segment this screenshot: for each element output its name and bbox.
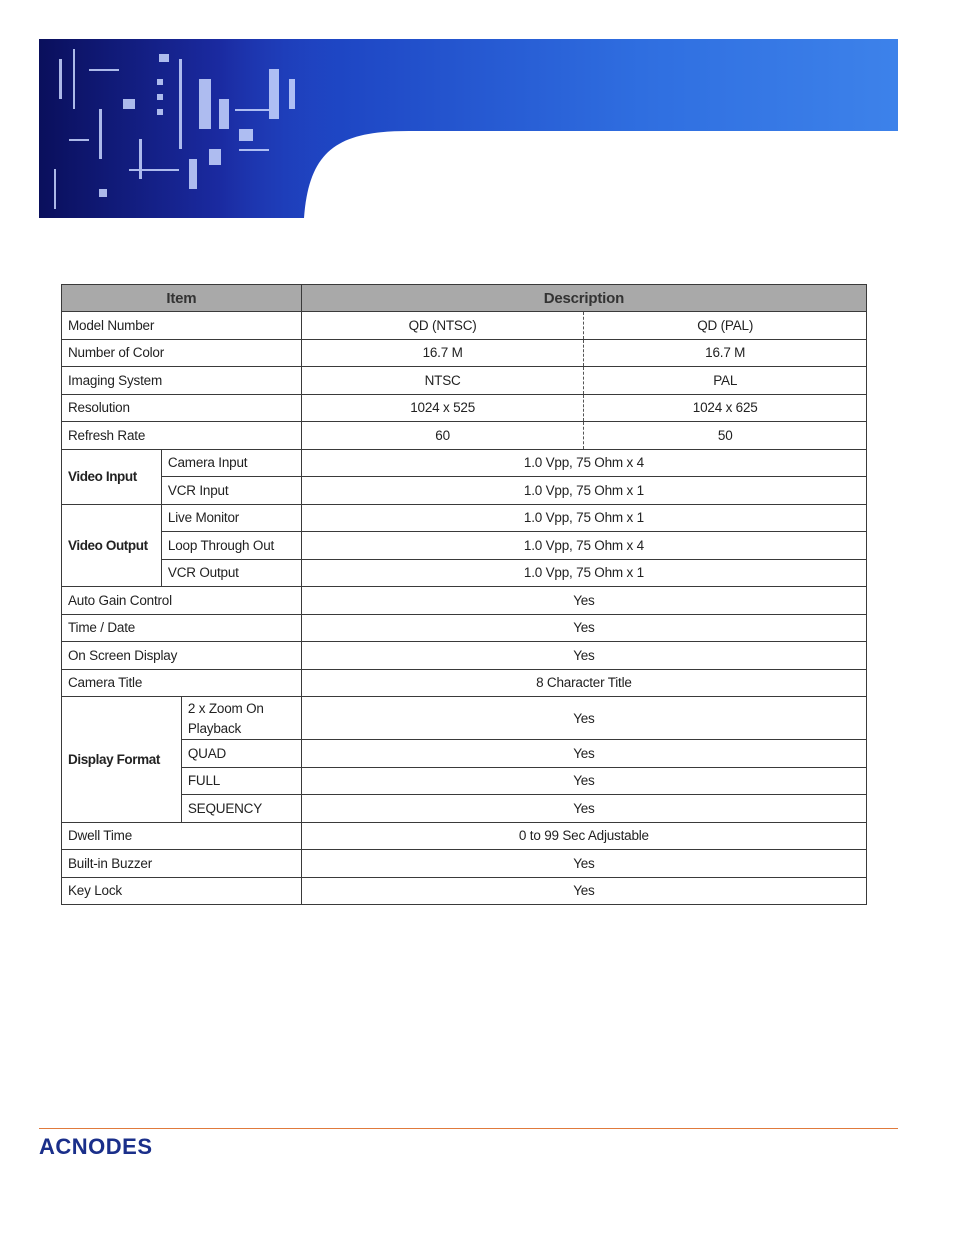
sub-label: VCR Output — [161, 559, 301, 587]
value-pal: 16.7 M — [584, 339, 867, 367]
row-value: 0 to 99 Sec Adjustable — [301, 822, 866, 850]
row-value: Yes — [301, 740, 866, 768]
row-label: Auto Gain Control — [62, 587, 302, 615]
value-ntsc: 16.7 M — [301, 339, 584, 367]
value-pal: QD (PAL) — [584, 312, 867, 340]
table-row — [62, 877, 867, 905]
row-label: Number of Color — [62, 339, 302, 367]
table-row — [62, 394, 867, 422]
row-value: 1.0 Vpp, 75 Ohm x 1 — [301, 477, 866, 505]
row-label: Camera Title — [62, 669, 302, 697]
table-row — [62, 697, 867, 740]
table-row — [62, 504, 867, 532]
sub-label: VCR Input — [161, 477, 301, 505]
header-description: Description — [301, 285, 866, 312]
table-row — [62, 559, 867, 587]
value-ntsc: NTSC — [301, 367, 584, 395]
value-ntsc: 60 — [301, 422, 584, 450]
value-pal: PAL — [584, 367, 867, 395]
sub-label: SEQUENCY — [181, 795, 301, 823]
row-value: Yes — [301, 642, 866, 670]
row-value: 1.0 Vpp, 75 Ohm x 1 — [301, 559, 866, 587]
row-value: Yes — [301, 587, 866, 615]
sub-label: QUAD — [181, 740, 301, 768]
table-row — [62, 795, 867, 823]
table-row — [62, 767, 867, 795]
value-pal: 1024 x 625 — [584, 394, 867, 422]
circuit-board-banner-icon — [39, 39, 898, 218]
table-row — [62, 532, 867, 560]
sub-label: Camera Input — [161, 449, 301, 477]
table-row — [62, 822, 867, 850]
row-value: Yes — [301, 795, 866, 823]
logo-text: ACNODES — [39, 1134, 153, 1159]
table-header-row — [62, 285, 867, 312]
acnodes-logo — [39, 1133, 199, 1159]
group-label-video-output: Video Output — [62, 504, 162, 587]
footer-divider — [39, 1128, 898, 1129]
table-row — [62, 477, 867, 505]
table-row — [62, 740, 867, 768]
table-row — [62, 587, 867, 615]
value-ntsc: 1024 x 525 — [301, 394, 584, 422]
row-label: On Screen Display — [62, 642, 302, 670]
table-row — [62, 367, 867, 395]
row-label: Refresh Rate — [62, 422, 302, 450]
table-row — [62, 449, 867, 477]
table-row — [62, 614, 867, 642]
row-label: Time / Date — [62, 614, 302, 642]
value-pal: 50 — [584, 422, 867, 450]
row-label: Model Number — [62, 312, 302, 340]
table-row — [62, 850, 867, 878]
table-row — [62, 312, 867, 340]
row-label: Imaging System — [62, 367, 302, 395]
table-row — [62, 422, 867, 450]
table-row — [62, 339, 867, 367]
header-item: Item — [62, 285, 302, 312]
sub-label: FULL — [181, 767, 301, 795]
row-value: Yes — [301, 767, 866, 795]
sub-label: Loop Through Out — [161, 532, 301, 560]
group-label-display-format: Display Format — [62, 697, 182, 823]
row-value: Yes — [301, 877, 866, 905]
specification-table — [61, 284, 867, 905]
sub-label — [181, 697, 301, 740]
group-label-video-input: Video Input — [62, 449, 162, 504]
table-row — [62, 669, 867, 697]
row-value: Yes — [301, 850, 866, 878]
row-value: 8 Character Title — [301, 669, 866, 697]
row-value: Yes — [301, 614, 866, 642]
row-label: Dwell Time — [62, 822, 302, 850]
row-label: Key Lock — [62, 877, 302, 905]
row-value: 1.0 Vpp, 75 Ohm x 4 — [301, 532, 866, 560]
table-row — [62, 642, 867, 670]
sub-label: Live Monitor — [161, 504, 301, 532]
row-value: 1.0 Vpp, 75 Ohm x 1 — [301, 504, 866, 532]
row-label: Built-in Buzzer — [62, 850, 302, 878]
row-value: Yes — [301, 697, 866, 740]
sub-label-line: 2 x Zoom On — [187, 701, 264, 716]
header-banner — [39, 39, 898, 218]
row-label: Resolution — [62, 394, 302, 422]
row-value: 1.0 Vpp, 75 Ohm x 4 — [301, 449, 866, 477]
sub-label-line: Playback — [187, 721, 242, 736]
value-ntsc: QD (NTSC) — [301, 312, 584, 340]
